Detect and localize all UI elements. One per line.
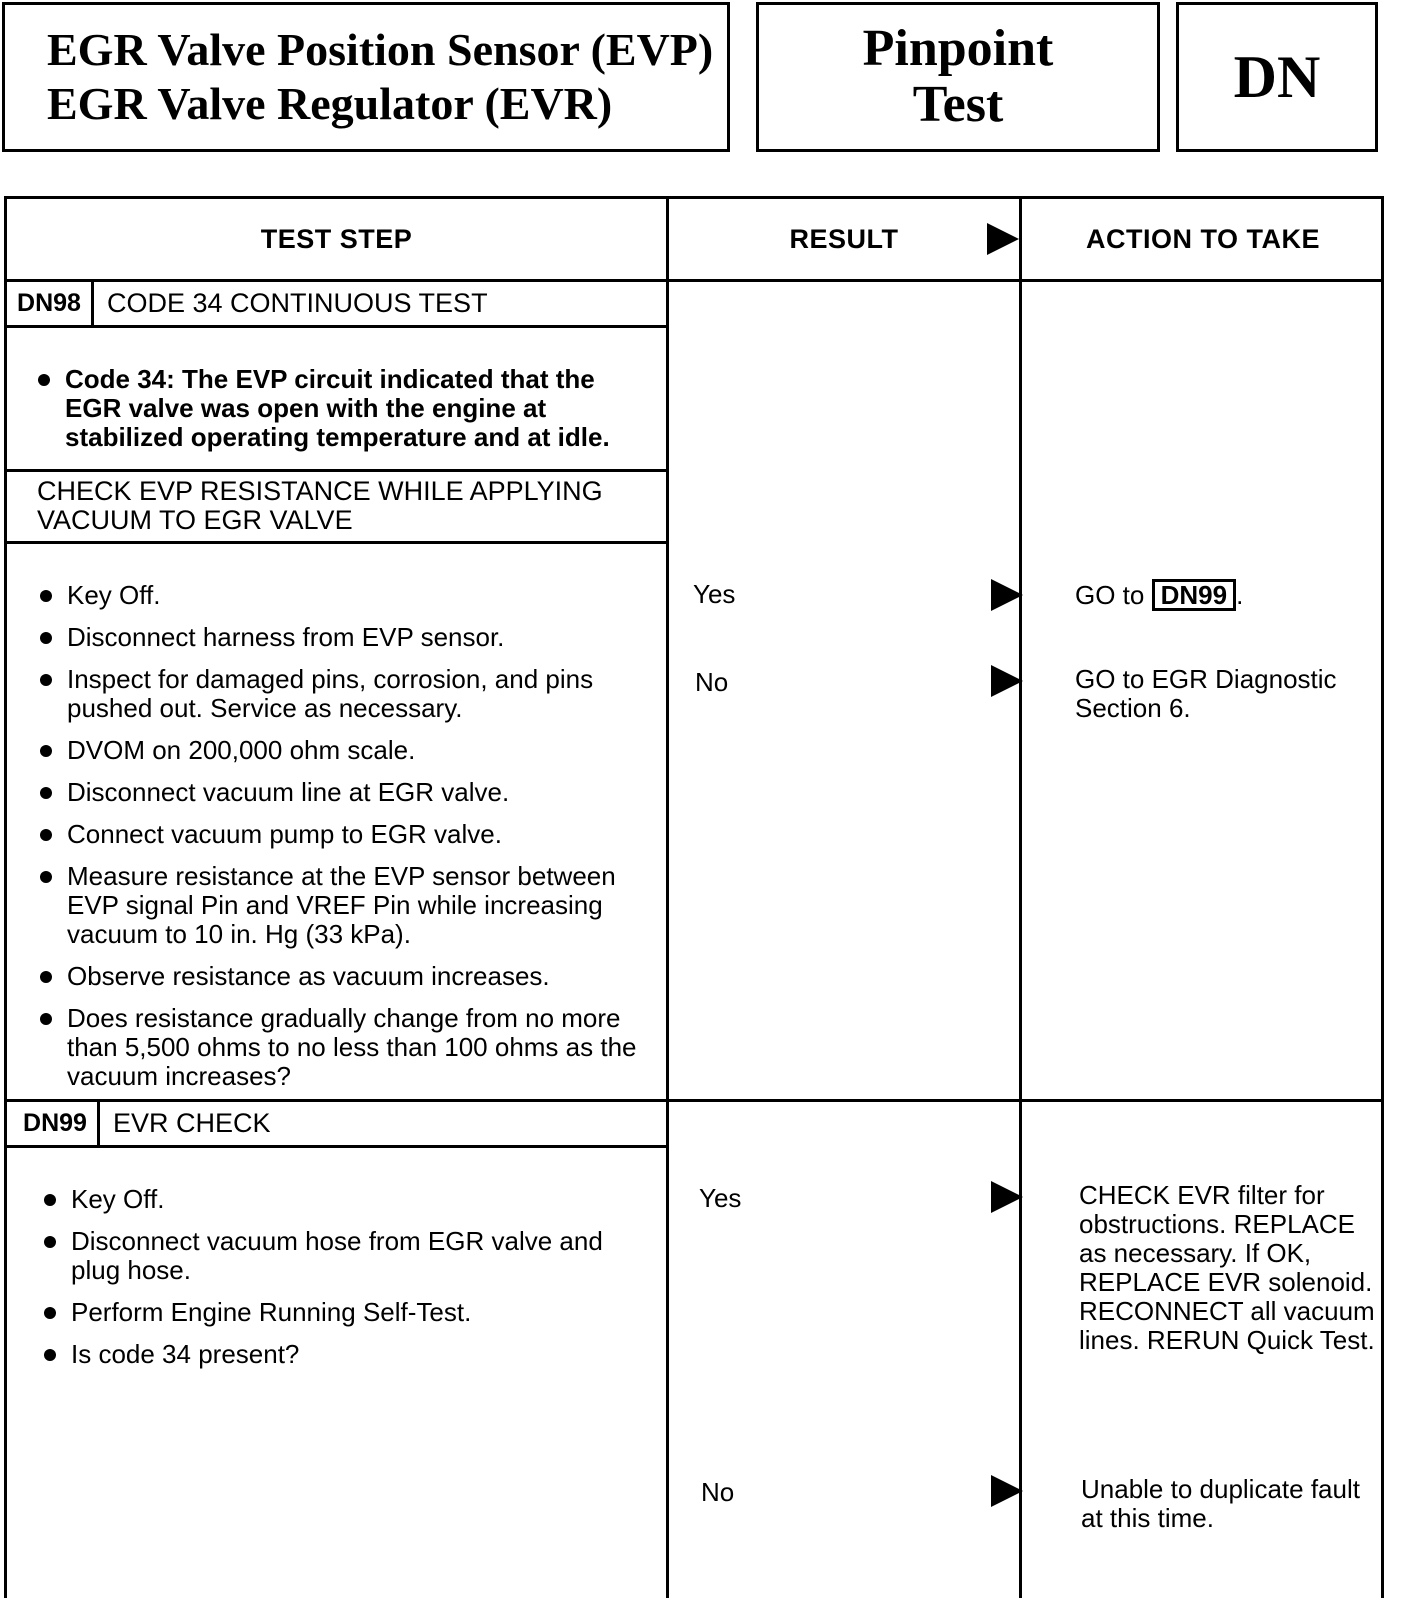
step-title-dn99: EVR CHECK xyxy=(113,1108,271,1138)
column-header-result xyxy=(669,199,1019,279)
list-item: Disconnect harness from EVP sensor. xyxy=(37,623,652,652)
list-item: Disconnect vacuum hose from EGR valve and plug hose. xyxy=(41,1227,651,1285)
column-divider-2 xyxy=(1019,199,1022,1598)
column-header-action: ACTION TO TAKE xyxy=(1086,223,1320,254)
result-arrow-icon xyxy=(991,1181,1023,1213)
list-item: Disconnect vacuum line at EGR valve. xyxy=(37,778,652,807)
step-id-dn98: DN98 xyxy=(17,289,81,317)
list-item: Measure resistance at the EVP sensor between EVP signal Pin and VREF Pin while increasing vacuum to 10 in. Hg (33 kPa). xyxy=(37,862,652,949)
page-title-line2: EGR Valve Regulator (EVR) xyxy=(47,78,613,129)
intro-item: Code 34: The EVP circuit indicated that the EGR valve was open with the engine at stabilized operating temperature and at idle. xyxy=(35,365,635,452)
action-yes-dn98 xyxy=(1075,579,1243,611)
column-header-test-step: TEST STEP xyxy=(260,223,413,254)
list-item: DVOM on 200,000 ohm scale. xyxy=(37,736,652,765)
test-type-line1: Pinpoint xyxy=(862,20,1054,77)
list-item: Does resistance gradually change from no more than 5,500 ohms to no less than 100 ohms as the vacuum increases? xyxy=(37,1004,652,1091)
action-no-dn98: GO to EGR Diagnostic Section 6. xyxy=(1075,664,1337,723)
step-subheading-dn98: CHECK EVP RESISTANCE WHILE APPLYING VACUUM TO EGR VALVE xyxy=(37,476,603,535)
list-item: Is code 34 present? xyxy=(41,1340,651,1369)
step-id-divider-dn99 xyxy=(97,1102,100,1145)
list-item: Connect vacuum pump to EGR valve. xyxy=(37,820,652,849)
result-arrow-icon xyxy=(991,665,1023,697)
result-no-dn98: No xyxy=(695,667,729,697)
action-text-suffix: . xyxy=(1236,580,1244,610)
bullet-list-dn99 xyxy=(41,1185,651,1382)
action-text: GO to xyxy=(1075,580,1152,610)
step-id-divider-dn98 xyxy=(91,282,94,325)
header-arrow-icon xyxy=(987,223,1019,255)
intro-divider-dn98 xyxy=(7,469,666,472)
page-title-line1: EGR Valve Position Sensor (EVP) xyxy=(47,24,714,75)
column-header-result-label: RESULT xyxy=(789,223,899,254)
bullet-list-dn98 xyxy=(37,581,652,1104)
step-title-divider-dn98 xyxy=(7,325,666,328)
section-code-box xyxy=(1176,2,1378,152)
result-arrow-icon xyxy=(991,579,1023,611)
list-item: Perform Engine Running Self-Test. xyxy=(41,1298,651,1327)
test-type-line2: Test xyxy=(912,76,1004,133)
list-item: Key Off. xyxy=(41,1185,651,1214)
column-divider-1 xyxy=(666,199,669,1598)
result-yes-dn99: Yes xyxy=(699,1183,742,1213)
pinpoint-test-table xyxy=(4,196,1384,1598)
section-code: DN xyxy=(1233,43,1321,110)
list-item: Key Off. xyxy=(37,581,652,610)
test-type-box xyxy=(756,2,1160,152)
step-title-divider-dn99 xyxy=(7,1145,666,1148)
step-reference-dn99: DN99 xyxy=(1152,579,1236,611)
subheading-divider-dn98 xyxy=(7,541,666,544)
result-no-dn99: No xyxy=(701,1477,735,1507)
action-yes-dn99: CHECK EVR filter for obstructions. REPLACE as necessary. If OK, REPLACE EVR solenoid. RECONNECT all vacuum lines. RERUN Quick Test. xyxy=(1079,1180,1375,1355)
list-item: Inspect for damaged pins, corrosion, and pins pushed out. Service as necessary. xyxy=(37,665,652,723)
list-item: Observe resistance as vacuum increases. xyxy=(37,962,652,991)
intro-list-dn98 xyxy=(35,365,635,465)
result-arrow-icon xyxy=(991,1475,1023,1507)
step-title-dn98: CODE 34 CONTINUOUS TEST xyxy=(107,288,488,318)
step-id-dn99: DN99 xyxy=(23,1109,87,1137)
page-title-box xyxy=(2,2,730,152)
action-no-dn99: Unable to duplicate fault at this time. xyxy=(1081,1474,1360,1533)
result-yes-dn98: Yes xyxy=(693,579,736,609)
